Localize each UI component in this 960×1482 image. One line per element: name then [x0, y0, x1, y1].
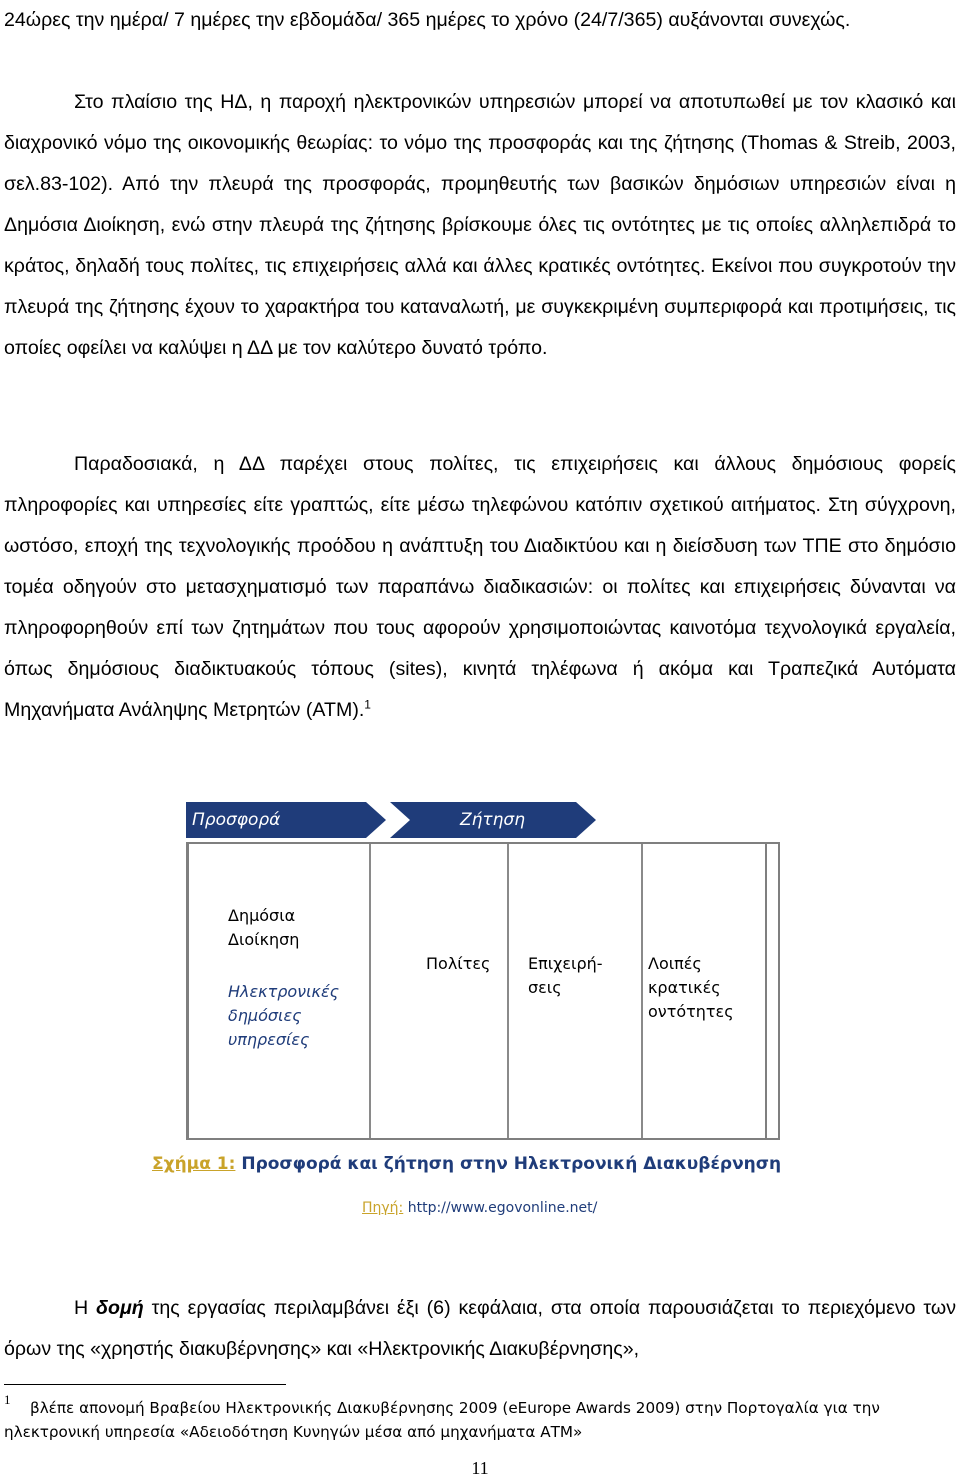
figure-source [362, 1200, 597, 1216]
public-admin-line-1: Δημόσια [228, 906, 296, 925]
paragraph-2 [4, 82, 956, 369]
businesses-label [528, 952, 603, 1000]
businesses-line-2: σεις [528, 978, 562, 997]
footnote-reference[interactable]: 1 [364, 697, 371, 712]
paragraph-4 [4, 1288, 956, 1370]
other-entities-line-3: οντότητες [648, 1002, 734, 1021]
paragraph-4-bold-word: δομή [96, 1297, 144, 1319]
e-services-label [228, 980, 339, 1052]
page-number: 11 [471, 1458, 489, 1478]
e-services-line-1: Ηλεκτρονικές [228, 982, 339, 1001]
businesses-line-1: Επιχειρή- [528, 954, 603, 973]
source-link[interactable]: http://www.egovonline.net/ [403, 1200, 598, 1216]
paragraph-3-text: Παραδοσιακά, η ΔΔ παρέχει στους πολίτες, τις επιχειρήσεις και άλλους δημόσιους φορείς πληροφορίες και υπηρεσίες είτε γραπτώς, είτε μέσω τηλεφώνου κατόπιν σχετικού αιτήματος. Στη σύγχρονη, ωστόσο, εποχή της τεχνολογικής προόδου η ανάπτυξη του Διαδικτύου και η διείσδυση των ΤΠΕ στο δημόσιο τομέα οδηγούν στο μετασχηματισμό των παραπάνω διαδικασιών: οι πολίτες και επιχειρήσεις δύνανται να πληροφορηθούν επί των ζητημάτων που τους αφορούν χρησιμοποιώντας καινοτόμα τεχνολογικά εργαλεία, όπως δημόσιους διαδικτυακούς τόπους (sites), κινητά τηλέφωνα ή ακόμα και Τραπεζικά Αυτόματα Μηχανήματα Ανάληψης Μετρητών (ΑΤΜ). [4, 453, 956, 721]
supply-demand-figure [150, 786, 782, 1236]
source-label: Πηγή: [362, 1200, 404, 1216]
public-admin-line-2: Διοίκηση [228, 930, 300, 949]
footnote-separator [4, 1384, 286, 1385]
paragraph-2-text: Στο πλαίσιο της ΗΔ, η παροχή ηλεκτρονικών υπηρεσιών μπορεί να αποτυπωθεί με τον κλασικό και διαχρονικό νόμο της οικονομικής θεωρίας: το νόμο της προσφοράς και της ζήτησης (Thomas & Streib, 2003, σελ.83-102). Από την πλευρά της προσφοράς, προμηθευτής των βασικών δημόσιων υπηρεσιών είναι η Δημόσια Διοίκηση, ενώ στην πλευρά της ζήτησης βρίσκουμε όλες τις οντότητες με τις οποίες αλληλεπιδρά το κράτος, δηλαδή τους πολίτες, τις επιχειρήσεις αλλά και άλλες κρατικές οντότητες. Εκείνοι που συγκροτούν την πλευρά της ζήτησης έχουν το χαρακτήρα του καταναλωτή, με συγκεκριμένη συμπεριφορά και προτιμήσεις, τις οποίες οφείλει να καλύψει η ΔΔ με τον καλύτερο δυνατό τρόπο. [4, 91, 956, 359]
paragraph-4-start: Η [74, 1297, 97, 1319]
paragraph-4-rest: της εργασίας περιλαμβάνει έξι (6) κεφάλαια, στα οποία παρουσιάζεται το περιεχόμενο των όρων της «χρηστής διακυβέρνησης» και «Ηλεκτρονικής Διακυβέρνησης», [4, 1297, 956, 1360]
other-entities-line-1: Λοιπές [648, 954, 702, 973]
supply-label: Προσφορά [192, 810, 281, 830]
footnote-number: 1 [4, 1392, 11, 1407]
e-services-line-2: δημόσιες [228, 1006, 302, 1025]
footnote-text: βλέπε απονομή Βραβείου Ηλεκτρονικής Διακυβέρνησης 2009 (eEurope Awards 2009) στην Πορτογαλία για την ηλεκτρονική υπηρεσία «Αδειοδότηση Κυνηγών μέσα από μηχανήματα ΑΤΜ» [4, 1399, 880, 1441]
divider-1 [369, 844, 371, 1138]
paragraph-3 [4, 444, 956, 731]
paragraph-1 [4, 0, 956, 41]
other-entities-line-2: κρατικές [648, 978, 721, 997]
public-admin-label [228, 904, 299, 952]
e-services-line-3: υπηρεσίες [228, 1030, 310, 1049]
caption-label: Σχήμα 1: [152, 1154, 236, 1174]
figure-caption [152, 1154, 781, 1174]
demand-label: Ζήτηση [460, 810, 525, 830]
caption-text: Προσφορά και ζήτηση στην Ηλεκτρονική Διακυβέρνηση [235, 1154, 782, 1174]
divider-4 [765, 844, 767, 1138]
other-entities-label [648, 952, 734, 1024]
paragraph-1-text: 24ώρες την ημέρα/ 7 ημέρες την εβδομάδα/ 365 ημέρες το χρόνο (24/7/365) αυξάνονται συνεχώς. [4, 9, 851, 31]
citizens-label: Πολίτες [426, 954, 491, 973]
divider-3 [641, 844, 643, 1138]
divider-2 [507, 844, 509, 1138]
